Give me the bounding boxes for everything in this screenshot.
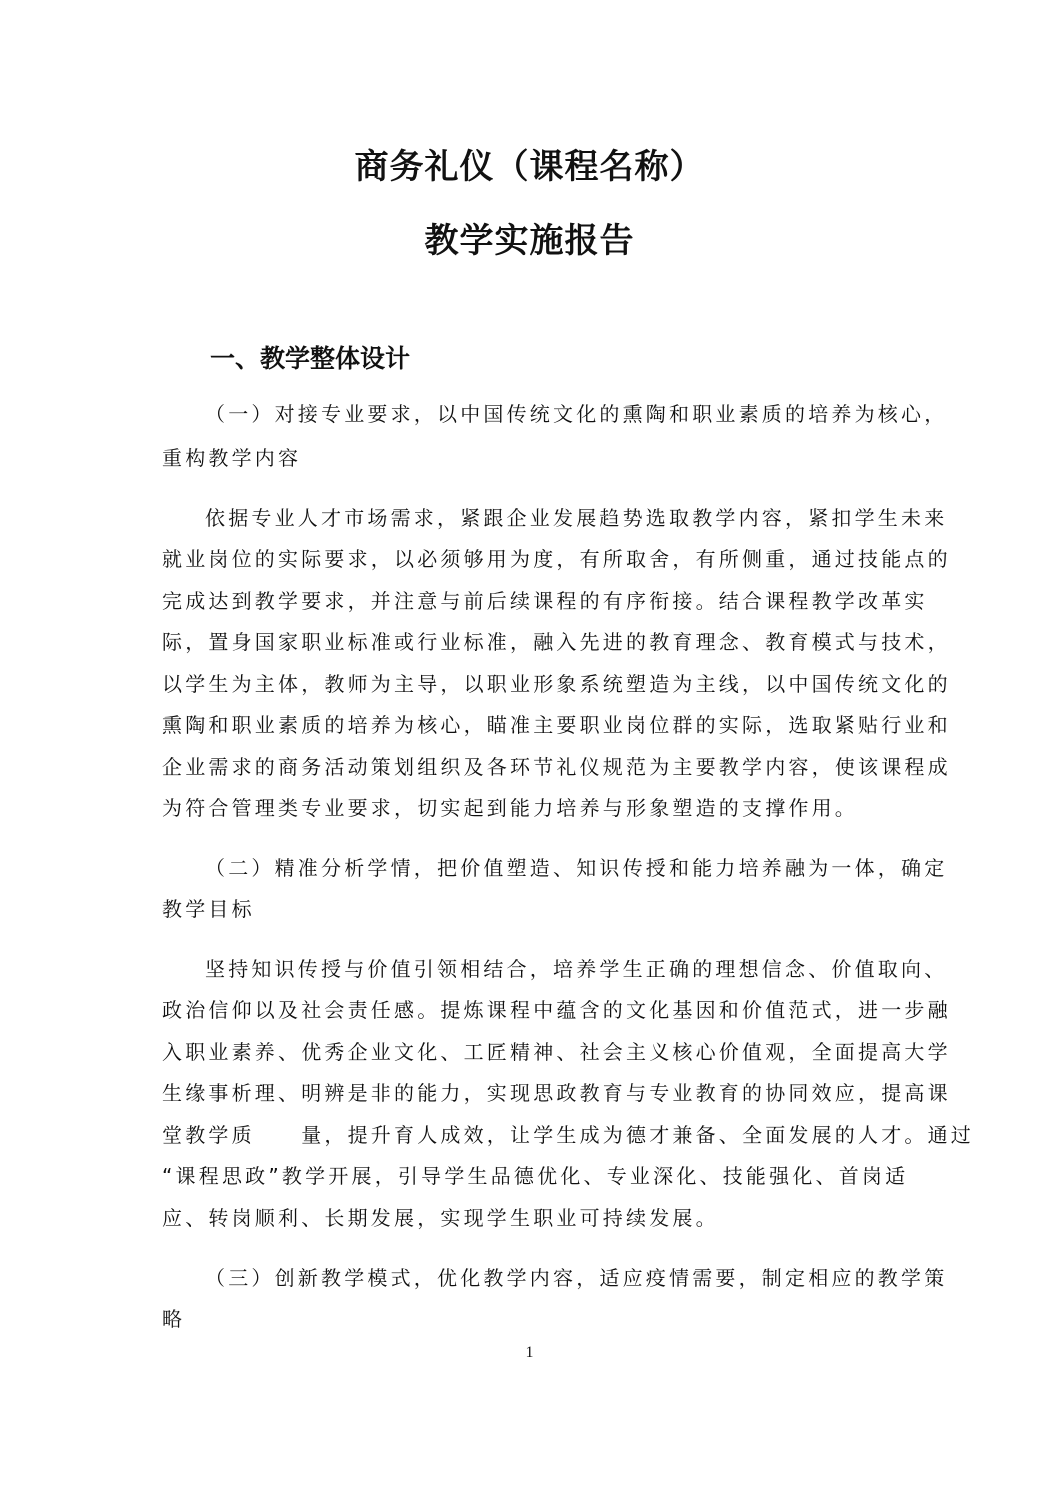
section-heading: 一、教学整体设计 [210,344,411,373]
paragraph-line: 坚持知识传授与价值引领相结合，培养学生正确的理想信念、价值取向、 [205,957,948,981]
paragraph-line: 堂教学质 量，提升育人成效，让学生成为德才兼备、全面发展的人才。通过 [162,1123,974,1147]
subsection-1-line: （一）对接专业要求，以中国传统文化的熏陶和职业素质的培养为核心， [205,402,948,426]
paragraph-line: 入职业素养、优秀企业文化、工匠精神、社会主义核心价值观，全面提高大学 [162,1040,951,1064]
subsection-3-line: （三）创新教学模式，优化教学内容，适应疫情需要，制定相应的教学策 [205,1266,948,1290]
paragraph-line: 依据专业人才市场需求，紧跟企业发展趋势选取教学内容，紧扣学生未来 [205,506,948,530]
paragraph-line: 政治信仰以及社会责任感。提炼课程中蕴含的文化基因和价值范式，进一步融 [162,998,951,1022]
subsection-2-line: 教学目标 [162,897,255,921]
paragraph-line: 熏陶和职业素质的培养为核心，瞄准主要职业岗位群的实际，选取紧贴行业和 [162,713,951,737]
paragraph-line: 生缘事析理、明辨是非的能力，实现思政教育与专业教育的协同效应，提高课 [162,1081,951,1105]
paragraph-line: “课程思政”教学开展，引导学生品德优化、专业深化、技能强化、首岗适 [162,1164,909,1188]
paragraph-line: 为符合管理类专业要求，切实起到能力培养与形象塑造的支撑作用。 [162,796,858,820]
paragraph-line: 际，置身国家职业标准或行业标准，融入先进的教育理念、教育模式与技术， [162,630,951,654]
subsection-2-line: （二）精准分析学情，把价值塑造、知识传授和能力培养融为一体，确定 [205,856,948,880]
document-title: 商务礼仪（课程名称） [354,147,705,187]
paragraph-line: 就业岗位的实际要求，以必须够用为度，有所取舍，有所侧重，通过技能点的 [162,547,951,571]
paragraph-line: 企业需求的商务活动策划组织及各环节礼仪规范为主要教学内容，使该课程成 [162,755,951,779]
subsection-3-line: 略 [162,1307,186,1331]
paragraph-line: 完成达到教学要求，并注意与前后续课程的有序衔接。结合课程教学改革实 [162,589,928,613]
paragraph-line: 以学生为主体，教师为主导，以职业形象系统塑造为主线，以中国传统文化的 [162,672,951,696]
subsection-1-line: 重构教学内容 [162,446,302,470]
document-subtitle: 教学实施报告 [424,221,635,261]
paragraph-line: 应、转岗顺利、长期发展，实现学生职业可持续发展。 [162,1206,719,1230]
page-number: 1 [525,1344,534,1361]
